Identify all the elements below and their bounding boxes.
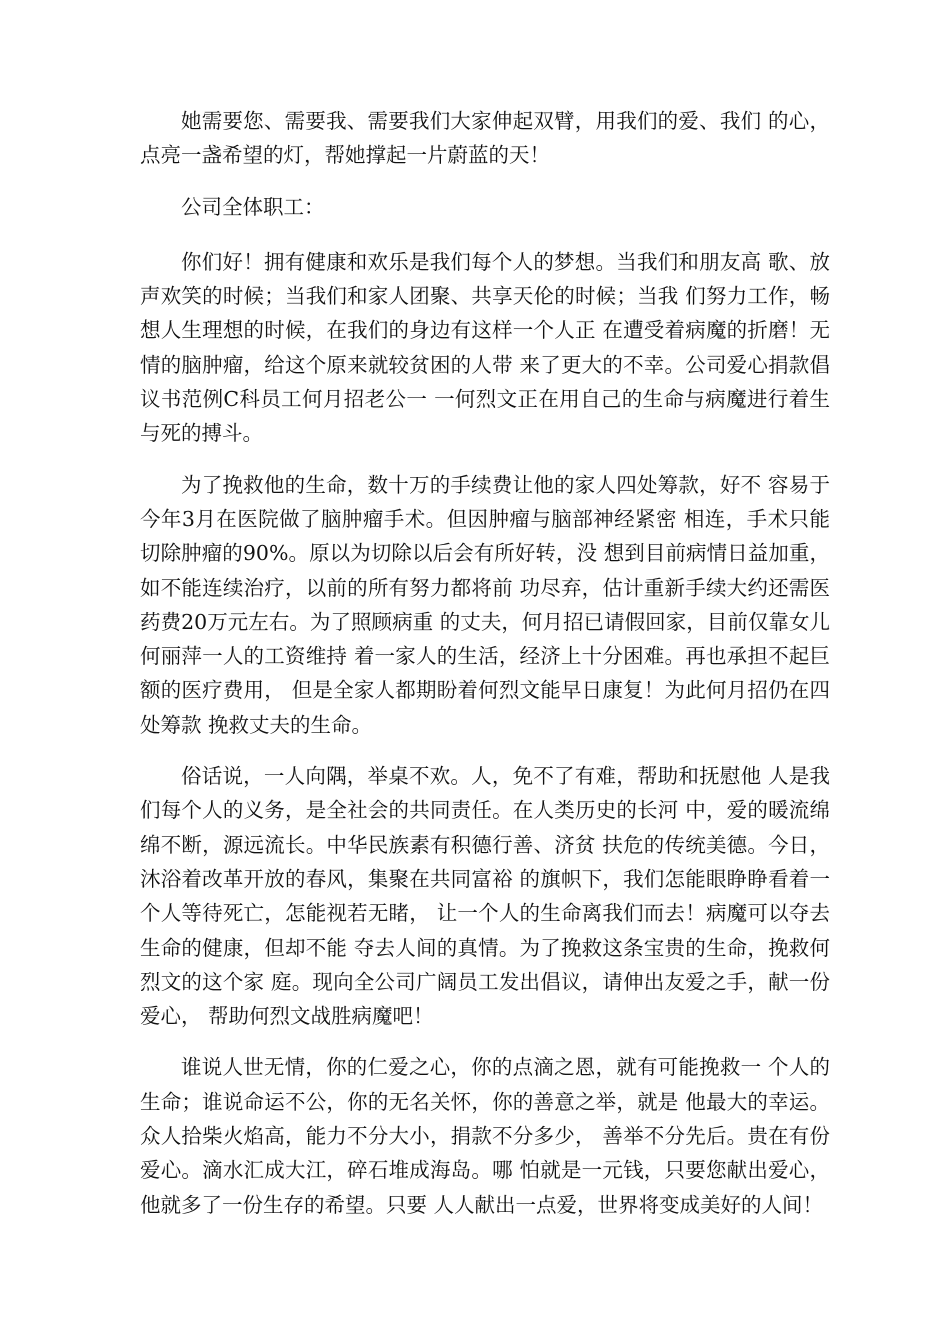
paragraph-closing: 谁说人世无情，你的仁爱之心，你的点滴之恩，就有可能挽救一 个人的生命；谁说命运不公，你的无名关怀，你的善意之举，就是 他最大的幸运。众人拾柴火焰高，能力不分大小，捐款不分多少， 善举不分先后。贵在有份爱心。滴水汇成大江，碎石堆成海岛。哪 怕就是一元钱，只要您献出爱心，他就多了一份生存的希望。只要 人人献出一点爱，世界将变成美好的人间！: [140, 1055, 830, 1217]
paragraph-situation: 为了挽救他的生命，数十万的手续费让他的家人四处筹款，好不 容易于今年3月在医院做了脑肿瘤手术。但因肿瘤与脑部神经紧密 相连，手术只能切除肿瘤的90%。原以为切除以后会有所好转，没 想到目前病情日益加重，如不能连续治疗，以前的所有努力都将前 功尽弃，估计重新手续大约还需医药费20万元左右。为了照顾病重 的丈夫，何月招已请假回家，目前仅靠女儿何丽萍一人的工资维持 着一家人的生活，经济上十分困难。再也承担不起巨额的医疗费用， 但是全家人都期盼着何烈文能早日康复！为此何月招仍在四处筹款 挽救丈夫的生命。: [140, 472, 830, 737]
paragraph-intro: 她需要您、需要我、需要我们大家伸起双臂，用我们的爱、我们 的心，点亮一盏希望的灯，帮她撑起一片蔚蓝的天！: [140, 109, 830, 168]
document-page: [140, 104, 830, 1239]
paragraph-salutation: 公司全体职工：: [181, 194, 325, 219]
paragraph-appeal: 俗话说，一人向隅，举桌不欢。人，免不了有难，帮助和抚慰他 人是我们每个人的义务，是全社会的共同责任。在人类历史的长河 中，爱的暖流绵绵不断，源远流长。中华民族素有积德行善、济贫 扶危的传统美德。今日，沐浴着改革开放的春风，集聚在共同富裕 的旗帜下，我们怎能眼睁睁看着一个人等待死亡，怎能视若无睹， 让一个人的生命离我们而去！病魔可以夺去生命的健康，但却不能 夺去人间的真情。为了挽救这条宝贵的生命，挽救何烈文的这个家 庭。现向全公司广阔员工发出倡议，请伸出友爱之手，献一份爱心， 帮助何烈文战胜病魔吧！: [140, 764, 830, 1029]
paragraph-greeting: 你们好！拥有健康和欢乐是我们每个人的梦想。当我们和朋友高 歌、放声欢笑的时候；当我们和家人团聚、共享天伦的时候；当我 们努力工作，畅想人生理想的时候，在我们的身边有这样一个人正 在遭受着病魔的折磨！无情的脑肿瘤，给这个原来就较贫困的人带 来了更大的不幸。公司爱心捐款倡议书范例C科员工何月招老公一 一何烈文正在用自己的生命与病魔进行着生与死的搏斗。: [140, 249, 830, 446]
